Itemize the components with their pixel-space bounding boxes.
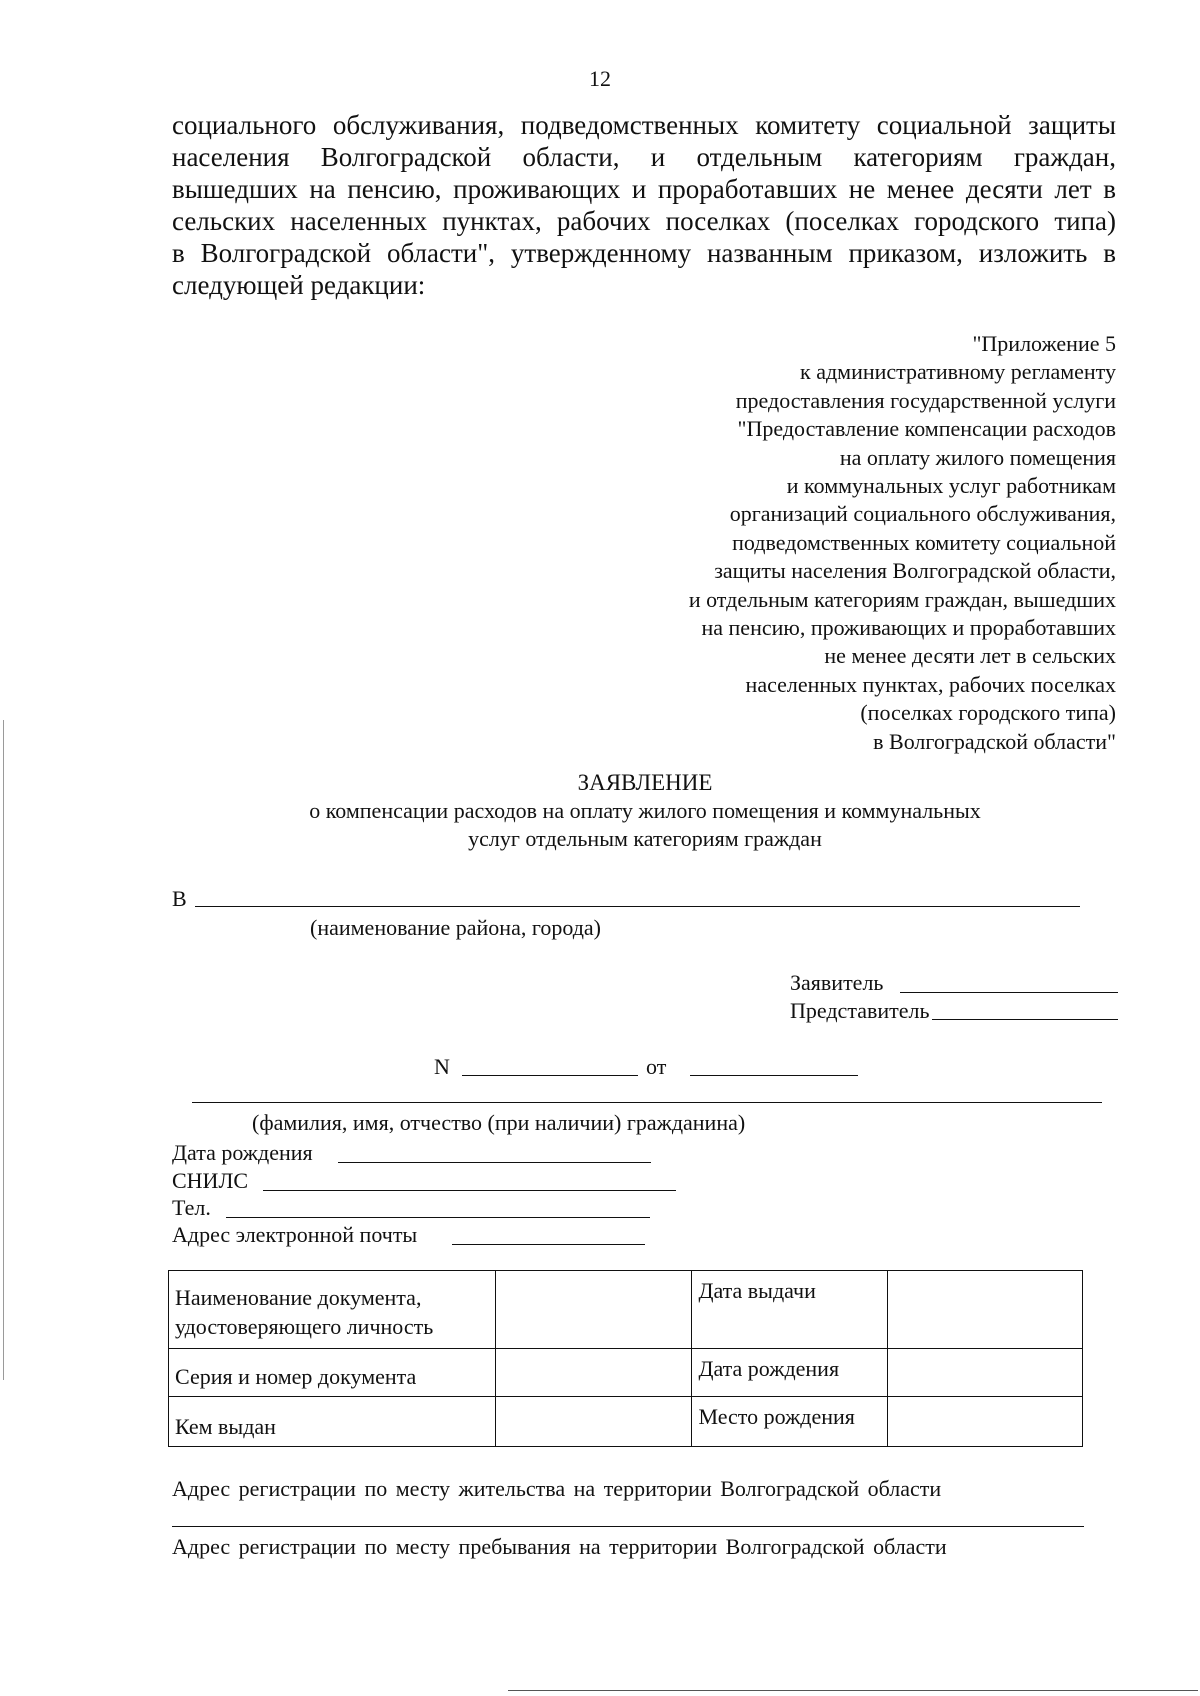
intro-line-3: вышедших на пенсию, проживающих и проработавших не менее десяти лет в (172, 174, 1116, 204)
appendix-line: защиты населения Волгоградской области, (714, 558, 1116, 584)
email-label: Адрес электронной почты (172, 1222, 418, 1247)
number-field-line[interactable] (462, 1075, 638, 1076)
applicant-label: Заявитель (790, 970, 884, 995)
appendix-line: организаций социального обслуживания, (729, 501, 1116, 527)
identity-document-table (168, 1270, 1083, 1447)
fio-caption: (фамилия, имя, отчество (при наличии) гражданина) (252, 1110, 746, 1135)
number-label: N (434, 1054, 450, 1079)
appendix-line: и коммунальных услуг работникам (786, 473, 1116, 499)
appendix-line: (поселках городского типа) (860, 700, 1116, 726)
table-birth-date-label: Дата рождения (692, 1349, 888, 1397)
address-residence-label: Адрес регистрации по месту жительства на территории Волгоградской области (172, 1476, 942, 1501)
table-birth-date-value-cell[interactable] (888, 1349, 1083, 1397)
table-row (169, 1349, 1083, 1397)
appendix-line: подведомственных комитету социальной (732, 529, 1116, 555)
email-field-line[interactable] (452, 1244, 645, 1245)
table-row (169, 1397, 1083, 1447)
birth-date-label: Дата рождения (172, 1140, 313, 1165)
birth-date-field-line[interactable] (338, 1162, 651, 1163)
to-prefix: В (172, 886, 187, 911)
appendix-line: на оплату жилого помещения (839, 444, 1116, 470)
page-number: 12 (589, 66, 611, 91)
snils-label: СНИЛС (172, 1168, 249, 1193)
intro-line-1: социального обслуживания, подведомственных комитету социальной защиты (172, 110, 1116, 140)
to-field-caption: (наименование района, города) (310, 915, 601, 940)
appendix-line: "Приложение 5 (972, 331, 1116, 356)
page-bottom-rule (508, 1690, 1198, 1691)
representative-field-line[interactable] (932, 1019, 1118, 1020)
appendix-line: на пенсию, проживающих и проработавших (701, 615, 1116, 641)
intro-line-6: следующей редакции: (172, 270, 426, 300)
appendix-line: не менее десяти лет в сельских (824, 643, 1116, 669)
address-residence-field-line[interactable] (172, 1526, 1084, 1527)
appendix-line: населенных пунктах, рабочих поселках (745, 671, 1116, 697)
address-stay-label: Адрес регистрации по месту пребывания на территории Волгоградской области (172, 1534, 947, 1559)
date-field-line[interactable] (690, 1075, 858, 1076)
applicant-field-line[interactable] (900, 992, 1118, 993)
appendix-line: предоставления государственной услуги (735, 387, 1116, 413)
issue-date-label: Дата выдачи (692, 1271, 888, 1349)
fio-field-line[interactable] (192, 1102, 1102, 1103)
intro-line-4: сельских населенных пунктах, рабочих поселках (поселках городского типа) (172, 206, 1116, 236)
snils-field-line[interactable] (263, 1190, 676, 1191)
appendix-line: "Предоставление компенсации расходов (737, 416, 1116, 442)
phone-label: Тел. (172, 1195, 211, 1220)
doc-series-number-label: Серия и номер документа (169, 1349, 496, 1397)
birth-place-label: Место рождения (692, 1397, 888, 1447)
doc-series-number-value-cell[interactable] (495, 1349, 692, 1397)
appendix-header (689, 330, 1116, 756)
representative-label: Представитель (790, 998, 930, 1023)
form-title: ЗАЯВЛЕНИЕ (577, 770, 713, 795)
issue-date-value-cell[interactable] (888, 1271, 1083, 1349)
birth-place-value-cell[interactable] (888, 1397, 1083, 1447)
phone-field-line[interactable] (226, 1217, 650, 1218)
issued-by-value-cell[interactable] (495, 1397, 692, 1447)
table-row (169, 1271, 1083, 1349)
form-subtitle-line-1: о компенсации расходов на оплату жилого помещения и коммунальных (309, 798, 981, 823)
doc-name-label: Наименование документа, удостоверяющего личность (169, 1271, 496, 1349)
appendix-line: к административному регламенту (800, 359, 1116, 385)
issued-by-label: Кем выдан (169, 1397, 496, 1447)
doc-name-value-cell[interactable] (495, 1271, 692, 1349)
intro-line-5: в Волгоградской области", утвержденному названным приказом, изложить в (172, 238, 1116, 268)
form-subtitle-line-2: услуг отдельным категориям граждан (468, 826, 822, 851)
intro-line-2: населения Волгоградской области, и отдельным категориям граждан, (172, 142, 1116, 172)
to-field-line[interactable] (195, 906, 1080, 907)
appendix-line: и отдельным категориям граждан, вышедших (688, 586, 1116, 612)
appendix-line: в Волгоградской области" (873, 728, 1116, 754)
date-label: от (646, 1054, 667, 1079)
